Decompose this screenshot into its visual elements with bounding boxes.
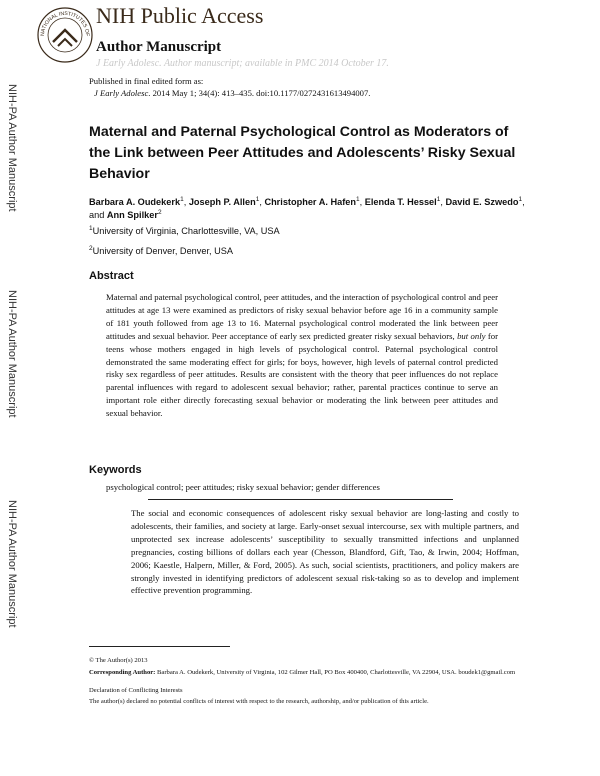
author-affiliation-mark: 1	[436, 195, 441, 203]
abstract-text-1: Maternal and paternal psychological control, peer attitudes, and the interaction of psychological control and peer attitudes at age 13 were examined as predictors of risky sexual behavior before age 16 in a community sample of 181 youth followed from age 13 to 16. Maternal psychological control moderated the link between peer attitudes and sexual behavior. Peer acceptance of early sex predicted greater risky sexual behaviors,	[106, 292, 498, 341]
journal-name: J Early Adolesc	[94, 88, 149, 98]
published-in-label: Published in final edited form as:	[89, 76, 204, 86]
affiliation-mark: 2	[89, 244, 93, 252]
author-name: Ann Spilker	[106, 210, 158, 220]
author-affiliation-mark: 2	[157, 208, 162, 216]
author-name: Barbara A. Oudekerk	[89, 197, 181, 207]
side-banner-middle: NIH-PA Author Manuscript	[6, 290, 18, 418]
side-banner-bottom: NIH-PA Author Manuscript	[6, 500, 18, 628]
pmc-availability-line: J Early Adolesc. Author manuscript; available in PMC 2014 October 17.	[96, 58, 389, 69]
footnote-divider	[89, 646, 230, 647]
conflicts-text: The author(s) declared no potential conflicts of interest with respect to the research, authorship, and/or publication of this article.	[89, 698, 429, 705]
section-divider	[148, 499, 453, 500]
keywords-list: psychological control; peer attitudes; risky sexual behavior; gender differences	[106, 482, 380, 492]
author-separator: , and	[89, 197, 525, 220]
author-name: David E. Szwedo	[445, 197, 519, 207]
author-affiliation-mark: 1	[518, 195, 523, 203]
abstract-emphasis: but only	[457, 330, 486, 341]
seal-text: NATIONAL INSTITUTES OF	[39, 10, 91, 37]
author-name: Elenda T. Hessel	[364, 197, 437, 207]
affiliation-text: University of Denver, Denver, USA	[92, 246, 234, 256]
copyright-note: © The Author(s) 2013	[89, 657, 148, 664]
citation-details: . 2014 May 1; 34(4): 413–435. doi:10.1177/0272431613494007.	[148, 88, 371, 98]
abstract-text-2: for teens whose mothers engaged in high levels of psychological control. Paternal psychological control demonstrated the same moderating effect for girls; for boys, however, high levels of paternal control predicted risky sex regardless of peer attitudes. Results are consistent with the theory that peer influences do not replace parental influences with regard to adolescent sexual behavior; rather, parental practices continue to serve an important role either directly forecasting sexual behavior or moderating the link between peer attitudes and sexual behavior.	[106, 330, 498, 419]
author-separator: ,	[440, 197, 446, 207]
author-separator: ,	[259, 197, 265, 207]
paper-title: Maternal and Paternal Psychological Control as Moderators of the Link between Peer Attitudes and Adolescents’ Risky Sexual Behavior	[89, 124, 516, 182]
author-list	[89, 196, 529, 222]
author-affiliation-mark: 1	[255, 195, 260, 203]
side-banner-top: NIH-PA Author Manuscript	[6, 84, 18, 212]
keywords-heading: Keywords	[89, 464, 142, 476]
author-separator: ,	[359, 197, 365, 207]
author-manuscript-subtitle: Author Manuscript	[96, 39, 222, 55]
affiliation-1	[89, 225, 529, 237]
author-name: Christopher A. Hafen	[264, 197, 356, 207]
corresponding-author-note	[89, 668, 519, 677]
affiliation-mark: 1	[89, 224, 93, 232]
author-affiliation-mark: 1	[180, 195, 184, 203]
nih-seal-logo	[36, 6, 94, 64]
affiliation-text: University of Virginia, Charlottesville, VA, USA	[92, 226, 280, 236]
nih-public-access-title: NIH Public Access	[96, 3, 264, 28]
author-affiliation-mark: 1	[355, 195, 360, 203]
author-separator: ,	[183, 197, 189, 207]
affiliation-2	[89, 245, 529, 257]
abstract-heading: Abstract	[89, 270, 134, 282]
abstract-body	[106, 291, 498, 420]
citation-line	[94, 88, 370, 98]
corresponding-text: Barbara A. Oudekerk, University of Virginia, 102 Gilmer Hall, PO Box 400400, Charlottesville, VA 22904, USA. boudek1@gmail.com	[155, 669, 516, 676]
intro-paragraph: The social and economic consequences of adolescent risky sexual behavior are long-lasting and costly to adolescents, their families, and society at large. Early-onset sexual intercourse, sex with multiple partners, and unprotected sex increase adolescents’ susceptibility to sexually transmitted infections and unplanned pregnancies, costing billions of dollars each year (Chesson, Blandford, Gift, Tao, & Irwin, 2004; Hoffman, 2006; Kaestle, Halpern, Miller, & Ford, 2005). As such, social scientists, practitioners, and policy makers are strongly invested in identifying predictors of adolescent sexual risk-taking so as to develop and implement effective prevention programming.	[131, 508, 519, 596]
corresponding-label: Corresponding Author:	[89, 669, 156, 676]
author-name: Joseph P. Allen	[188, 197, 256, 207]
conflicts-heading: Declaration of Conflicting Interests	[89, 687, 183, 694]
